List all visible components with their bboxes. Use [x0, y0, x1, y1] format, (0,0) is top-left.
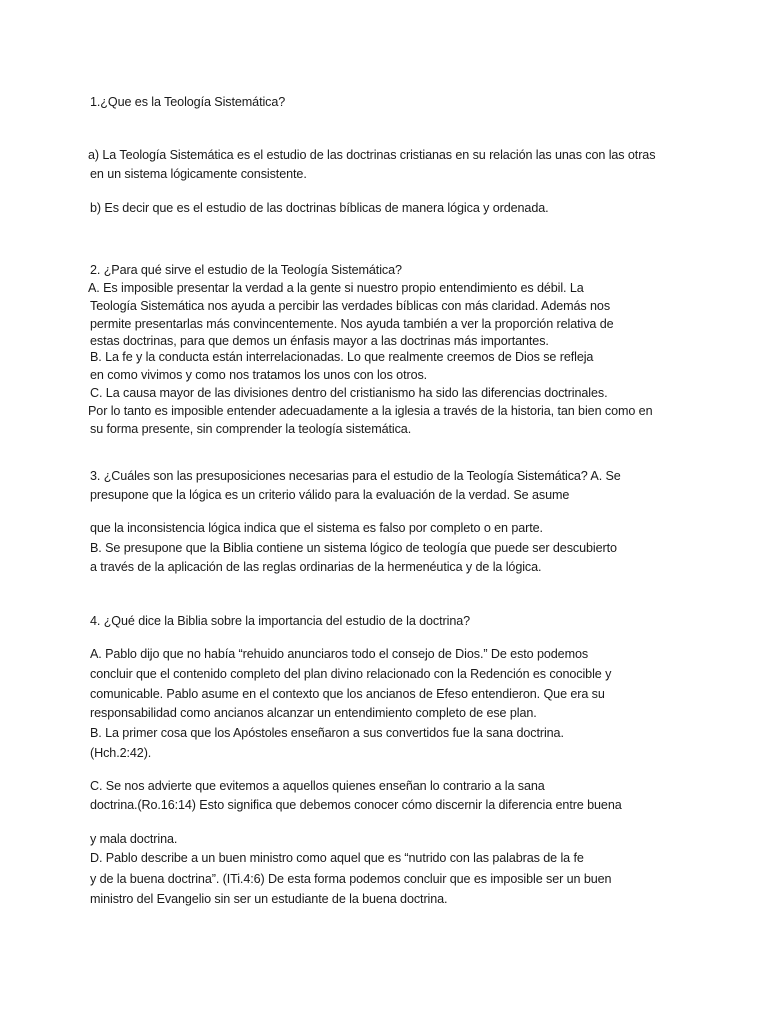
question-1-heading: 1.¿Que es la Teología Sistemática?: [90, 95, 286, 109]
answer-1b-line: b) Es decir que es el estudio de las doctrinas bíblicas de manera lógica y ordenada.: [90, 201, 549, 215]
answer-1a-line-2: en un sistema lógicamente consistente.: [90, 167, 307, 181]
answer-2-line-3: permite presentarlas más convincentemente. Nos ayuda también a ver la proporción relativa de: [90, 317, 614, 331]
answer-3-line-3: B. Se presupone que la Biblia contiene un sistema lógico de teología que puede ser descubierto: [90, 541, 617, 555]
question-2-heading: 2. ¿Para qué sirve el estudio de la Teología Sistemática?: [90, 263, 402, 277]
answer-2-line-1: A. Es imposible presentar la verdad a la gente si nuestro propio entendimiento es débil. La: [88, 281, 584, 295]
answer-3-line-1: presupone que la lógica es un criterio válido para la evaluación de la verdad. Se asume: [90, 488, 570, 502]
answer-4-line-4: responsabilidad como ancianos alcanzar un entendimiento completo de ese plan.: [90, 706, 537, 720]
question-4-heading: 4. ¿Qué dice la Biblia sobre la importancia del estudio de la doctrina?: [90, 614, 471, 628]
question-3-heading: 3. ¿Cuáles son las presuposiciones necesarias para el estudio de la Teología Sistemática? A. Se: [90, 469, 621, 483]
answer-4-line-11: y de la buena doctrina”. (ITi.4:6) De esta forma podemos concluir que es imposible ser un buen: [90, 872, 612, 886]
answer-2-line-2: Teología Sistemática nos ayuda a percibir las verdades bíblicas con más claridad. Además nos: [90, 299, 611, 313]
answer-4-line-1: A. Pablo dijo que no había “rehuido anunciaros todo el consejo de Dios.” De esto podemos: [90, 647, 589, 661]
answer-2-line-7: C. La causa mayor de las divisiones dentro del cristianismo ha sido las diferencias doctrinales.: [90, 386, 608, 400]
answer-2-line-5: B. La fe y la conducta están interrelacionadas. Lo que realmente creemos de Dios se refleja: [90, 350, 594, 364]
answer-1a-line-1: a) La Teología Sistemática es el estudio de las doctrinas cristianas en su relación las unas con las otras: [88, 148, 656, 162]
answer-4-line-10: D. Pablo describe a un buen ministro como aquel que es “nutrido con las palabras de la fe: [90, 851, 584, 865]
answer-2-line-4: estas doctrinas, para que demos un énfasis mayor a las doctrinas más importantes.: [90, 334, 549, 348]
answer-3-line-2: que la inconsistencia lógica indica que el sistema es falso por completo o en parte.: [90, 521, 543, 535]
answer-2-line-6: en como vivimos y como nos tratamos los unos con los otros.: [90, 368, 428, 382]
answer-4-line-7: C. Se nos advierte que evitemos a aquellos quienes enseñan lo contrario a la sana: [90, 779, 545, 793]
answer-2-line-9: su forma presente, sin comprender la teología sistemática.: [90, 422, 412, 436]
answer-4-line-6: (Hch.2:42).: [90, 746, 152, 760]
answer-4-line-12: ministro del Evangelio sin ser un estudiante de la buena doctrina.: [90, 892, 448, 906]
answer-4-line-3: comunicable. Pablo asume en el contexto que los ancianos de Efeso entendieron. Que era su: [90, 687, 605, 701]
answer-4-line-9: y mala doctrina.: [90, 832, 178, 846]
answer-4-line-8: doctrina.(Ro.16:14) Esto significa que debemos conocer cómo discernir la diferencia entre buena: [90, 798, 622, 812]
answer-3-line-4: a través de la aplicación de las reglas ordinarias de la hermenéutica y de la lógica.: [90, 560, 542, 574]
answer-4-line-5: B. La primer cosa que los Apóstoles enseñaron a sus convertidos fue la sana doctrina.: [90, 726, 564, 740]
answer-2-line-8: Por lo tanto es imposible entender adecuadamente a la iglesia a través de la historia, tan bien como en: [88, 404, 653, 418]
answer-4-line-2: concluir que el contenido completo del plan divino relacionado con la Redención es conocible y: [90, 667, 612, 681]
